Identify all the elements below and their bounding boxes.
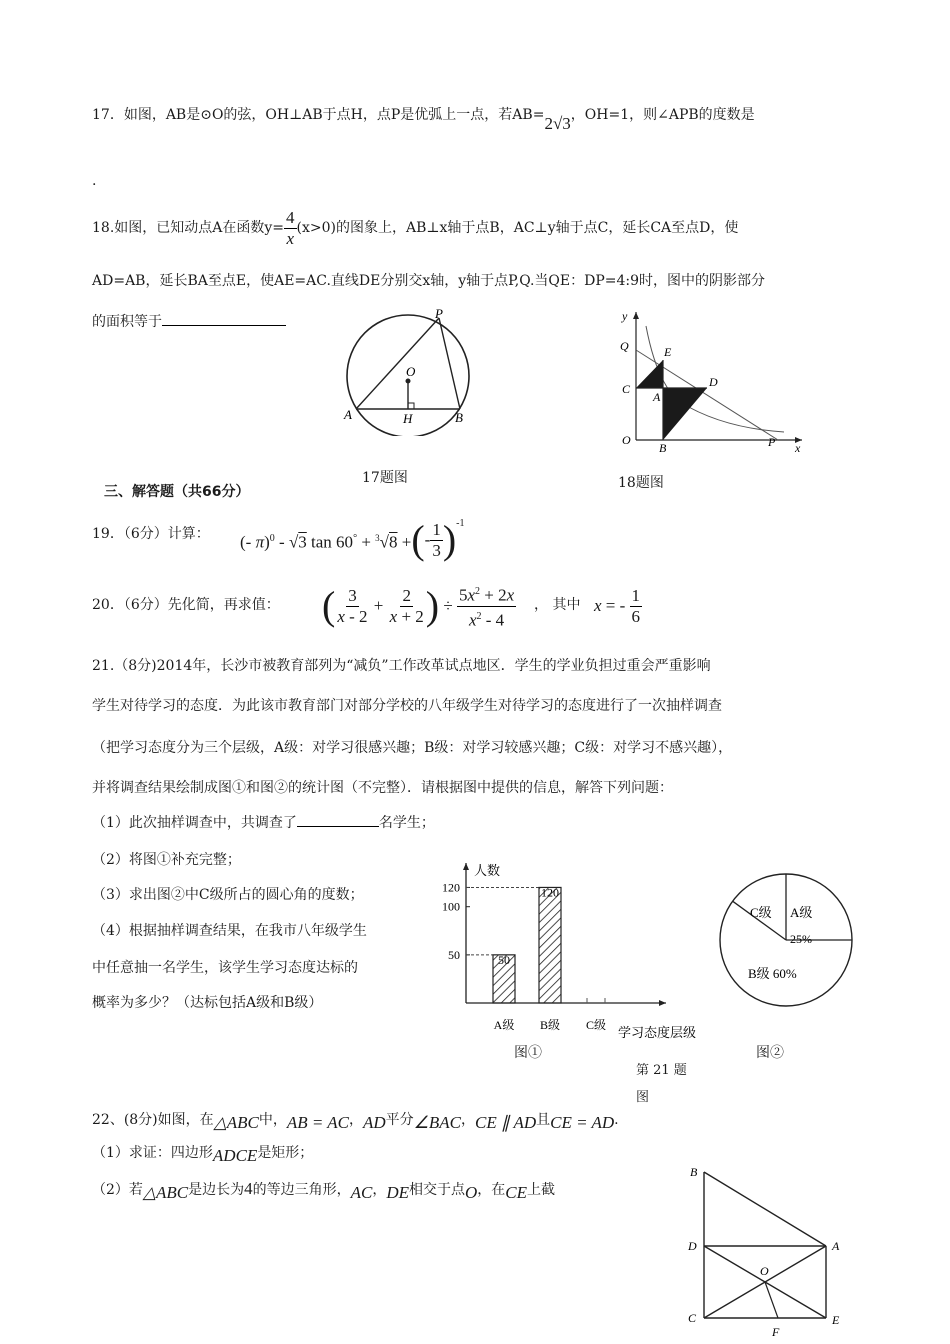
- q21-line3: （把学习态度分为三个层级，A级：对学习很感兴趣；B级：对学习较感兴趣；C级：对学习不感兴趣），: [92, 740, 733, 756]
- q21-sub2: （2）将图①补充完整；: [92, 852, 241, 868]
- fig22-label-e: E: [832, 1313, 840, 1327]
- fig22-label-f: F: [772, 1325, 780, 1339]
- fig18-label-e: E: [664, 345, 672, 359]
- bar-y-label: 人数: [474, 863, 501, 878]
- fig18-diagram: [612, 306, 812, 454]
- q22-sub1: [92, 1143, 314, 1165]
- fig17-caption: 17题图: [362, 470, 408, 486]
- q18-answer-blank: [162, 313, 286, 326]
- q22-sub2-e: ，在: [477, 1182, 506, 1198]
- q22-sub2-a: （2）若: [92, 1182, 143, 1198]
- pie-chart-caption: 图②: [756, 1045, 784, 1061]
- q21-answer-blank: [297, 814, 379, 827]
- q22-sub2-d: 相交于点: [409, 1182, 466, 1198]
- q20-label: 20．（6分）先化简，再求值：: [92, 597, 280, 613]
- bar-chart: [428, 855, 708, 1065]
- fig18-label-q: Q: [620, 339, 629, 353]
- bar-data-label: 50: [498, 952, 510, 967]
- q22-ac: AC: [350, 1183, 373, 1202]
- fig22-label-d: D: [688, 1239, 697, 1253]
- q17-ab-value: 2√3: [544, 114, 571, 133]
- bar-category-label: C级: [585, 1018, 607, 1032]
- q18-frac-den: x: [286, 228, 295, 248]
- q22-rect-adce: ADCE: [212, 1146, 258, 1165]
- q18-frac-num: 4: [286, 207, 295, 227]
- pie-label-a: A级: [790, 905, 813, 920]
- fig18-label-b: B: [659, 441, 667, 454]
- q18-line1-b: (x>0)的图象上，AB⊥x轴于点B，AC⊥y轴于点C，延长CA至点D，使: [296, 220, 739, 236]
- fig17-label-o: O: [406, 364, 416, 379]
- bar-x-label: 学习态度层级: [618, 1025, 697, 1040]
- q18-line3: [92, 313, 286, 331]
- q21-sub4-line3: 概率为多少？（达标包括A级和B级）: [92, 995, 323, 1011]
- bar-chart-caption: 图①: [514, 1045, 542, 1061]
- q21-line1: 21.（8分)2014年，长沙市被教育部列为“减负”工作改革试点地区．学生的学业负担过重会严重影响: [92, 658, 711, 674]
- q19-expression: (- π)$^0$ - √3 tan 60° + $^3$√8 + ( - $\frac{1}{3}$ ) $^{-1}$: [240, 517, 465, 562]
- q17-end: .: [92, 173, 97, 189]
- pie-label-a-percent: 25%: [790, 932, 812, 946]
- q22-sub1-b: 是矩形；: [257, 1145, 314, 1161]
- fig17-diagram: [336, 306, 476, 436]
- q20-where: ， 其中: [534, 597, 581, 613]
- q22-ce: CE: [505, 1183, 528, 1202]
- q18-fraction: [284, 208, 297, 249]
- q22-cond-ce-parallel-ad: CE ∥ AD: [475, 1113, 537, 1132]
- q22-sub2: [92, 1179, 556, 1202]
- fig17-label-p: P: [435, 306, 443, 321]
- q22-o: O: [465, 1183, 478, 1202]
- q21-fig-caption-line1: 第 21 题: [636, 1063, 687, 1078]
- q22-end: .: [614, 1112, 619, 1128]
- q20-x-value: x = - $\frac{1}{6}$: [594, 585, 641, 626]
- bar-category-label: A级: [493, 1018, 515, 1032]
- fig18-label-x: x: [795, 441, 801, 454]
- q21-sub4-line2: 中任意抽一名学生，该学生学习态度达标的: [92, 960, 358, 976]
- q22-de: DE: [386, 1183, 410, 1202]
- q22-cond-ce-ad: CE = AD: [550, 1113, 615, 1132]
- q22-cond-ad: AD: [363, 1113, 386, 1132]
- q21-sub1: [92, 814, 435, 832]
- q17-text-b: ，OH=1，则∠APB的度数是: [570, 107, 755, 123]
- bar-y-tick-label: 50: [448, 947, 460, 962]
- fig18-label-a: A: [653, 390, 661, 404]
- q22-comma: ，: [372, 1182, 387, 1198]
- q21-sub1-b: 名学生；: [378, 815, 435, 831]
- bar-data-label: 120: [541, 885, 559, 900]
- q22-bisect: 平分: [385, 1112, 414, 1128]
- fig17-label-h: H: [403, 411, 413, 426]
- q22-sub2-f: 上截: [527, 1182, 556, 1198]
- q22-line1-a: 22、(8分)如图，在: [92, 1112, 214, 1128]
- q22-line1-b: 中，: [258, 1112, 287, 1128]
- q21-fig-caption-line2: 图: [636, 1090, 650, 1105]
- fig22-label-c: C: [688, 1311, 697, 1325]
- fig22-label-a: A: [832, 1239, 840, 1253]
- q21-line2: 学生对待学习的态度．为此该市教育部门对部分学校的八年级学生对待学习的态度进行了一次抽样调查: [92, 698, 722, 714]
- fig22-label-o: O: [760, 1264, 769, 1278]
- bar-y-tick-label: 120: [442, 880, 460, 895]
- fig17-label-a: A: [344, 407, 352, 422]
- fig18-label-p: P: [768, 435, 776, 449]
- q22-angle-bac: ∠BAC: [413, 1113, 462, 1132]
- section3-title: 三、解答题（共66分）: [104, 484, 250, 500]
- fig18-label-y: y: [622, 309, 628, 323]
- q19-label: 19．（6分）计算：: [92, 526, 210, 542]
- q22-sub1-a: （1）求证：四边形: [92, 1145, 213, 1161]
- bar-y-axis-arrow: [463, 863, 469, 870]
- fig22-diagram: [684, 1160, 854, 1342]
- bar-x-axis-arrow: [659, 1000, 666, 1006]
- bar-category-label: B级: [539, 1018, 561, 1032]
- q21-sub1-a: （1）此次抽样调查中，共调查了: [92, 815, 297, 831]
- q22-cond-ab-ac: AB = AC: [286, 1113, 349, 1132]
- q22-side-length: 4: [244, 1179, 253, 1198]
- fig18-label-c: C: [622, 382, 631, 396]
- bar-y-tick-label: 100: [442, 899, 460, 914]
- bar-B级: [539, 887, 561, 1003]
- fig18-caption: 18题图: [618, 475, 664, 491]
- pie-chart: [712, 866, 860, 1014]
- fig18-label-d: D: [709, 375, 718, 389]
- q22-sub2-b: 是边长为: [188, 1182, 245, 1198]
- q22-and: 且: [536, 1112, 551, 1128]
- fig18-label-o: O: [622, 433, 631, 447]
- fig17-label-b: B: [455, 410, 463, 425]
- q17-text: [92, 105, 755, 133]
- q20-expression: ( $\frac{3}{x - 2}$ + $\frac{2}{x + 2}$ ) ÷ $\frac{5x^2 + 2x}{x^2 - 4}$: [322, 583, 515, 630]
- q21-line4: 并将调查结果绘制成图①和图②的统计图（不完整）．请根据图中提供的信息，解答下列问题：: [92, 780, 673, 796]
- fig22-label-b: B: [690, 1165, 698, 1179]
- pie-label-b: B级 60%: [748, 966, 797, 981]
- q21-sub4-line1: （4）根据抽样调查结果，在我市八年级学生: [92, 923, 367, 939]
- q18-line1-a: 18.如图，已知动点A在函数y=: [92, 220, 285, 236]
- q18-line3-text: 的面积等于: [92, 314, 162, 330]
- q22-triangle-abc: △ABC: [213, 1113, 259, 1132]
- q22-line1: 22、(8分)如图，在△ABC中，AB = AC，AD平分∠BAC，CE ∥ AD且CE = AD.: [92, 1112, 619, 1132]
- q22-sub2-c: 的等边三角形，: [252, 1182, 351, 1198]
- q18-line2: AD=AB，延长BA至点E，使AE=AC.直线DE分别交x轴，y轴于点P,Q.当QE：DP=4:9时，图中的阴影部分: [92, 273, 766, 289]
- q17-text-a: 17．如图，AB是⊙O的弦，OH⊥AB于点H，点P是优弧上一点，若AB=: [92, 107, 545, 123]
- q21-sub3: （3）求出图②中C级所占的圆心角的度数；: [92, 887, 364, 903]
- pie-label-c: C级: [750, 905, 772, 920]
- q22-triangle-abc-2: △ABC: [142, 1183, 189, 1202]
- q18-line1: [92, 206, 738, 250]
